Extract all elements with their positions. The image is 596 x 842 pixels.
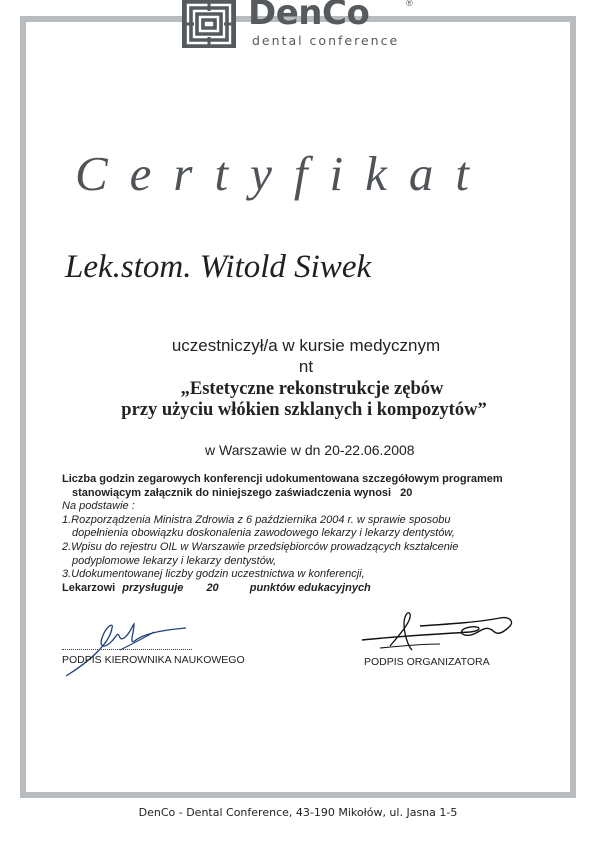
place-date: w Warszawie w dn 20-22.06.2008 <box>205 442 415 458</box>
points-suffix: punktów edukacyjnych <box>249 581 371 594</box>
participation-text: uczestniczył/a w kursie medycznym <box>171 336 441 355</box>
points-value: 20 <box>206 581 219 594</box>
footer-address: DenCo - Dental Conference, 43-190 Mikołów, ul. Jasna 1-5 <box>138 806 458 819</box>
basis-item1-line1: 1.Rozporządzenia Ministra Zdrowia z 6 października 2004 r. w sprawie sposobu <box>62 513 451 526</box>
basis-label: Na podstawie : <box>62 500 135 513</box>
certificate-title: Certyfikat <box>75 146 491 201</box>
points-line <box>62 582 562 596</box>
recipient-name: Lek.stom. Witold Siwek <box>65 249 372 285</box>
hours-line1: Liczba godzin zegarowych konferencji udokumentowana szczegółowym programem <box>62 473 503 485</box>
course-title-line1: „Estetyczne rekonstrukcje zębów <box>180 379 444 399</box>
basis-item2-line2: podyplomowe lekarzy i lekarzy dentystów, <box>72 554 277 567</box>
details-block <box>62 473 562 595</box>
scientific-director-signature-block <box>62 622 262 682</box>
hours-value: 20 <box>400 486 413 499</box>
points-prefix: Lekarzowi <box>62 581 116 594</box>
organizer-signature-block <box>360 606 530 682</box>
hours-line2 <box>62 487 562 501</box>
logo-brand: DenCo <box>248 0 370 33</box>
signature-scribble-left <box>62 620 202 680</box>
signature-scribble-right <box>360 606 530 656</box>
signature-label-left: PODPIS KIEROWNIKA NAUKOWEGO <box>62 654 245 666</box>
signature-line-left <box>62 649 192 650</box>
course-title-line2: przy użyciu włókien szklanych i kompozytów” <box>121 400 487 420</box>
maze-logo-icon <box>182 0 236 48</box>
hours-text: stanowiącym załącznik do niniejszego zaświadczenia wynosi <box>72 486 392 499</box>
signature-label-right: PODPIS ORGANIZATORA <box>364 656 490 668</box>
registered-mark: ® <box>406 0 413 8</box>
denco-logo <box>182 0 422 52</box>
points-verb: przysługuje <box>122 581 184 594</box>
basis-item2-line1: 2.Wpisu do rejestru OIL w Warszawie przedsiębiorców prowadzących kształcenie <box>62 540 459 553</box>
basis-item1-line2: dopełnienia obowiązku doskonalenia zawodowego lekarzy i lekarzy dentystów, <box>72 527 455 540</box>
logo-subtitle: dental conference <box>252 33 400 48</box>
topic-label: nt <box>298 357 314 376</box>
basis-item3: 3.Udokumentowanej liczby godzin uczestnictwa w konferencji, <box>62 568 365 581</box>
